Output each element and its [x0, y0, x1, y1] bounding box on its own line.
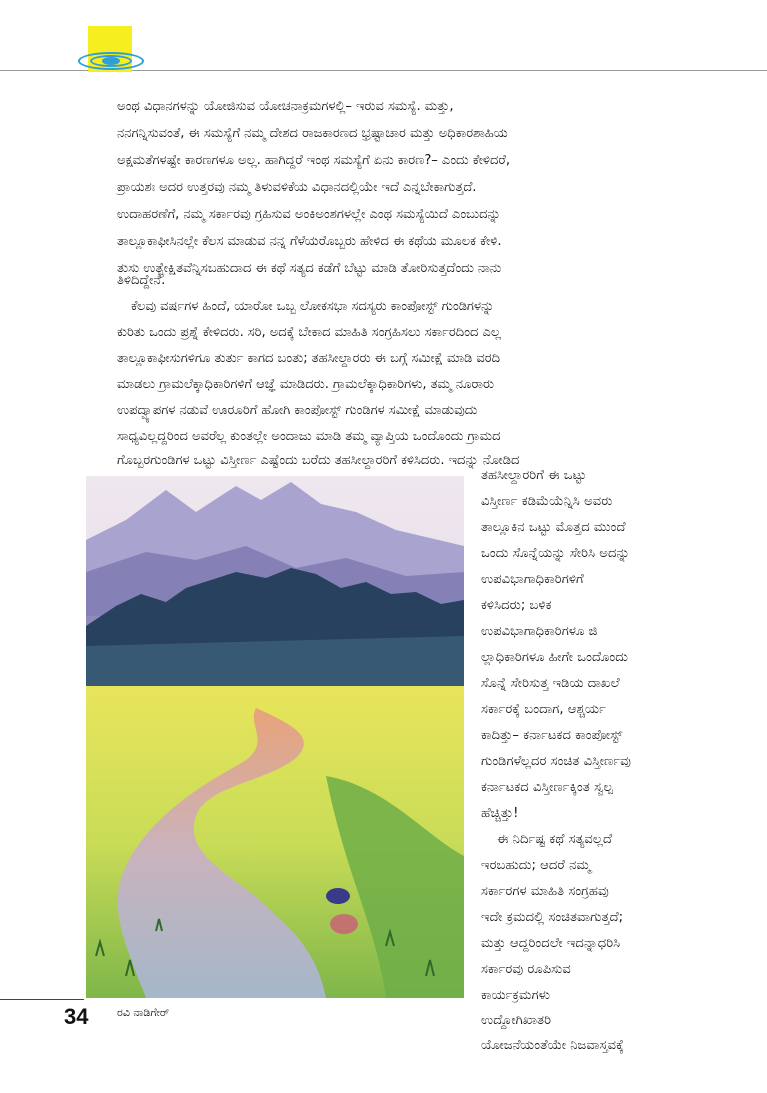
body-line: ಗೊಬ್ಬರಗುಂಡಿಗಳ ಒಟ್ಟು ವಿಸ್ತೀರ್ಣ ಎಷ್ಟೆಂದು ಬರೆದು ತಹಸೀಲ್ದಾರರಿಗೆ ಕಳಿಸಿದರು. ಇದನ್ನು ನೋಡಿದ	[117, 453, 520, 468]
painting-farmer-reflection	[330, 914, 358, 934]
column-line: ಒಂದು ಸೊನ್ನೆಯನ್ನು ಸೇರಿಸಿ ಅದನ್ನು	[481, 546, 630, 561]
body-line: ಕೆಲವು ವರ್ಷಗಳ ಹಿಂದೆ, ಯಾರೋ ಒಬ್ಬ ಲೋಕಸಭಾ ಸದಸ್ಯರು ಕಾಂಪೋಸ್ಟ್ ಗುಂಡಿಗಳನ್ನು	[131, 299, 495, 314]
column-line: ಹೆಚ್ಚಿತ್ತು!	[481, 806, 519, 821]
body-line: ತಾಲ್ಲೂಕಾಫೀಸುಗಳಿಗೂ ತುರ್ತು ಕಾಗದ ಬಂತು; ತಹಸೀಲ್ದಾರರು ಈ ಬಗ್ಗೆ ಸಮೀಕ್ಷೆ ಮಾಡಿ ವರದಿ	[117, 351, 501, 366]
column-line: ತಹಸೀಲ್ದಾರರಿಗೆ ಈ ಒಟ್ಟು	[481, 468, 587, 483]
column-line: ಉಪವಿಭಾಗಾಧಿಕಾರಿಗಳೂ ಜಿ	[481, 624, 598, 639]
body-line: ತಾಲ್ಲೂಕಾಫೀಸಿನಲ್ಲೇ ಕೆಲಸ ಮಾಡುವ ನನ್ನ ಗೆಳೆಯರೊಬ್ಬರು ಹೇಳಿದ ಈ ಕಥೆಯ ಮೂಲಕ ಕೇಳಿ.	[117, 234, 502, 249]
body-line: ತುಸು ಉತ್ಪ್ರೇಕ್ಷಿತವೆನ್ನಿಸಬಹುದಾದ ಈ ಕಥೆ ಸತ್ಯದ ಕಡೆಗೆ ಬೆಟ್ಟು ಮಾಡಿ ತೋರಿಸುತ್ತದೆಂದು ನಾನು	[117, 261, 502, 276]
painting-svg	[86, 476, 464, 998]
logo-ring-inner	[102, 57, 120, 65]
body-line: ಪ್ರಾಯಶಃ ಅದರ ಉತ್ತರವು ನಮ್ಮ ತಿಳುವಳಿಕೆಯ ವಿಧಾನದಲ್ಲಿಯೇ ಇದೆ ಎನ್ನಬೇಕಾಗುತ್ತದೆ.	[117, 180, 477, 195]
column-line: ಯೋಜನೆಯಂತೆಯೇ ನಿಜವಾಸ್ತವಕ್ಕೆ	[481, 1038, 624, 1053]
column-line: ಉಪವಿಭಾಗಾಧಿಕಾರಿಗಳಿಗೆ	[481, 572, 584, 587]
watercolor-painting	[86, 476, 464, 998]
page-number: 34	[64, 1004, 89, 1029]
column-line: ಲ್ಲಾಧಿಕಾರಿಗಳೂ ಹೀಗೇ ಒಂದೊಂದು	[481, 650, 628, 665]
column-line: ಮತ್ತು ಆದ್ದರಿಂದಲೇ ಇದನ್ನಾಧರಿಸಿ	[481, 936, 621, 951]
body-line: ತಿಳಿದಿದ್ದೇನೆ.	[117, 273, 166, 288]
column-line: ಈ ನಿರ್ದಿಷ್ಟ ಕಥೆ ಸತ್ಯವಲ್ಲದೆ	[497, 832, 613, 847]
body-line: ನನಗನ್ನಿಸುವಂತೆ, ಈ ಸಮಸ್ಯೆಗೆ ನಮ್ಮ ದೇಶದ ರಾಜಕಾರಣದ ಭ್ರಷ್ಟಾಚಾರ ಮತ್ತು ಅಧಿಕಾರಶಾಹಿಯ	[117, 126, 508, 141]
column-line: ಇರಬಹುದು; ಆದರೆ ನಮ್ಮ	[481, 858, 591, 873]
painting-farmer	[326, 888, 350, 904]
column-line: ಸರ್ಕಾರಕ್ಕೆ ಬಂದಾಗ, ಆಶ್ಚರ್ಯ	[481, 702, 606, 717]
column-line: ಕರ್ನಾಟಕದ ವಿಸ್ತೀರ್ಣಕ್ಕಿಂತ ಸ್ವಲ್ಪ	[481, 780, 613, 795]
column-line: ಕಾದಿತ್ತು– ಕರ್ನಾಟಕದ ಕಾಂಪೋಸ್ಟ್	[481, 728, 623, 743]
body-line: ಅಂಥ ವಿಧಾನಗಳನ್ನು ಯೋಜಿಸುವ ಯೋಚನಾಕ್ರಮಗಳಲ್ಲಿ– ಇರುವ ಸಮಸ್ಯೆ. ಮತ್ತು,	[117, 99, 454, 114]
body-line: ಸಾಧ್ಯವಿಲ್ಲದ್ದರಿಂದ ಅವರೆಲ್ಲ ಕುಂತಲ್ಲೇ ಅಂದಾಜು ಮಾಡಿ ತಮ್ಮ ವ್ಯಾಪ್ತಿಯ ಒಂದೊಂದು ಗ್ರಾಮದ	[117, 429, 501, 444]
column-line: ಸರ್ಕಾರವು ರೂಪಿಸುವ	[481, 962, 571, 977]
column-line: ವಿಸ್ತೀರ್ಣ ಕಡಿಮೆಯೆನ್ನಿಸಿ ಅವರು	[481, 494, 613, 509]
column-line: ಕಳಿಸಿದರು; ಬಳಿಕ	[481, 598, 552, 613]
footer-rule	[0, 999, 84, 1000]
body-line: ಕುರಿತು ಒಂದು ಪ್ರಶ್ನೆ ಕೇಳಿದರು. ಸರಿ, ಅದಕ್ಕೆ ಬೇಕಾದ ಮಾಹಿತಿ ಸಂಗ್ರಹಿಸಲು ಸರ್ಕಾರದಿಂದ ಎಲ್ಲ	[117, 325, 501, 340]
body-line: ಉದಾಹರಣೆಗೆ, ನಮ್ಮ ಸರ್ಕಾರವು ಗ್ರಹಿಸುವ ಅಂಕಿಅಂಶಗಳಲ್ಲೇ ಎಂಥ ಸಮಸ್ಯೆಯಿದೆ ಎಂಬುದನ್ನು	[117, 207, 501, 222]
body-line: ಉಪದ್ವ್ಯಾಪಗಳ ನಡುವೆ ಊರೂರಿಗೆ ಹೋಗಿ ಕಾಂಪೋಸ್ಟ್ ಗುಂಡಿಗಳ ಸಮೀಕ್ಷೆ ಮಾಡುವುದು	[117, 403, 478, 418]
magazine-logo	[78, 26, 144, 74]
column-line: ಗುಂಡಿಗಳೆಲ್ಲದರ ಸಂಚಿತ ವಿಸ್ತೀರ್ಣವು	[481, 754, 631, 769]
column-line: ಸೊನ್ನೆ ಸೇರಿಸುತ್ತ ಇಡಿಯ ದಾಖಲೆ	[481, 676, 620, 691]
column-line: ಇದೇ ಕ್ರಮದಲ್ಲಿ ಸಂಚಿತವಾಗುತ್ತದೆ;	[481, 910, 624, 925]
body-line: ಅಕ್ಷಮತೆಗಳಷ್ಟೇ ಕಾರಣಗಳೂ ಅಲ್ಲ. ಹಾಗಿದ್ದರೆ ಇಂಥ ಸಮಸ್ಯೆಗೆ ಏನು ಕಾರಣ?– ಎಂದು ಕೇಳಿದರೆ,	[117, 153, 510, 168]
figure-caption: ರವಿ ನಾಡಿಗೇರ್	[117, 1006, 170, 1019]
column-line: ಉದ್ದೋಗಿಖಾತರಿ	[481, 1013, 552, 1028]
column-line: ಸರ್ಕಾರಗಳ ಮಾಹಿತಿ ಸಂಗ್ರಹವು	[481, 884, 609, 899]
body-line: ಮಾಡಲು ಗ್ರಾಮಲೆಕ್ಕಾಧಿಕಾರಿಗಳಿಗೆ ಆಜ್ಞೆ ಮಾಡಿದರು. ಗ್ರಾಮಲೆಕ್ಕಾಧಿಕಾರಿಗಳು, ತಮ್ಮ ನೂರಾರು	[117, 377, 495, 392]
column-line: ಕಾರ್ಯಕ್ರಮಗಳು	[481, 988, 551, 1003]
column-line: ತಾಲ್ಲೂಕಿನ ಒಟ್ಟು ಮೊತ್ತದ ಮುಂದೆ	[481, 520, 626, 535]
